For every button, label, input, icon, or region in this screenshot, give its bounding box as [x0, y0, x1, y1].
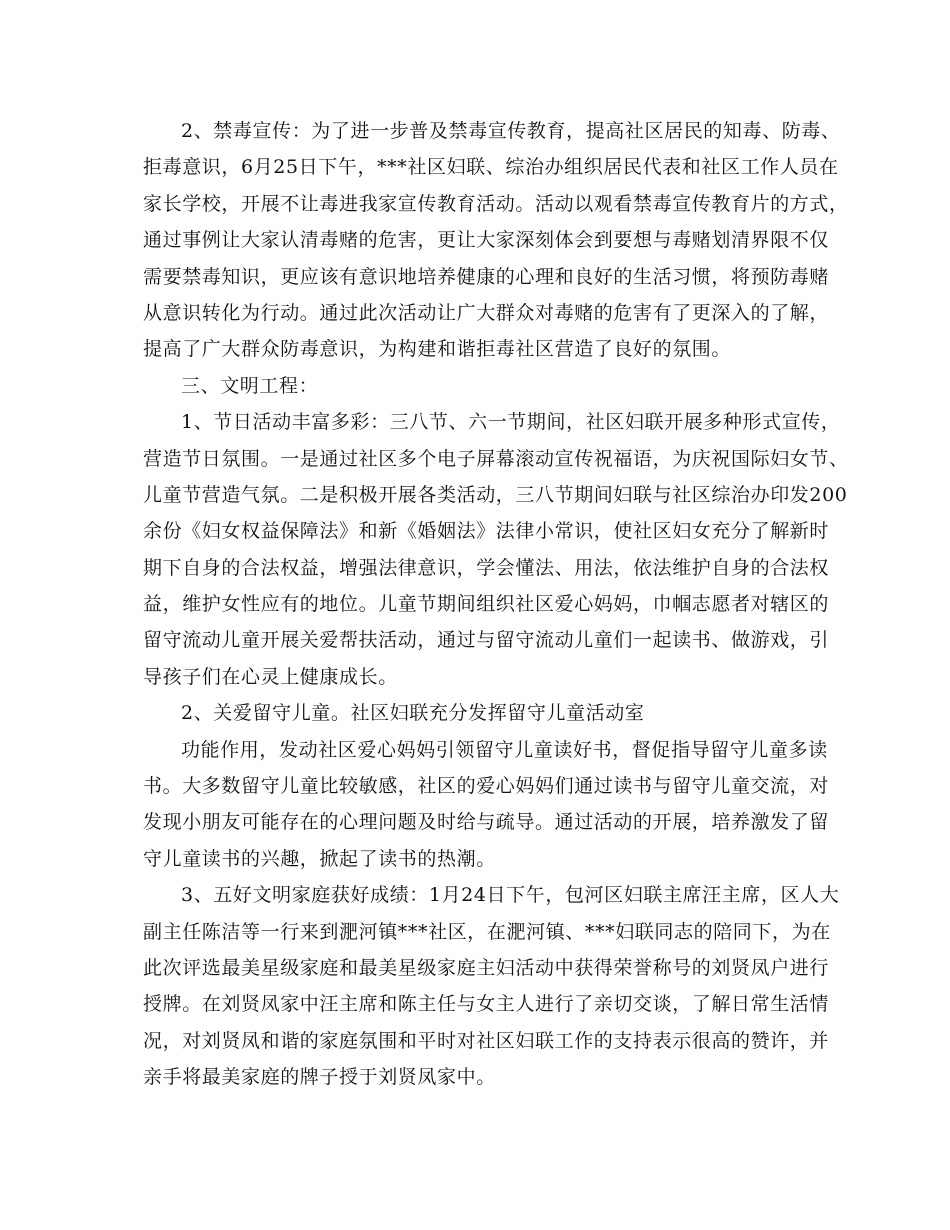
paragraph-line: 守儿童读书的兴趣，掀起了读书的热潮。	[143, 847, 496, 870]
paragraph-line: 提高了广大群众防毒意识，为构建和谐拒毒社区营造了良好的氛围。	[143, 338, 732, 361]
paragraph-line: 导孩子们在心灵上健康成长。	[143, 665, 398, 688]
paragraph-line: 儿童节营造气氛。二是积极开展各类活动，三八节期间妇联与社区综治办印发200	[143, 483, 848, 506]
section-heading: 三、文明工程：	[181, 374, 319, 397]
paragraph-line: 需要禁毒知识，更应该有意识地培养健康的心理和良好的生活习惯，将预防毒赌	[143, 265, 830, 288]
paragraph-line: 亲手将最美家庭的牌子授于刘贤凤家中。	[143, 1066, 496, 1089]
paragraph-line: 留守流动儿童开展关爱帮扶活动，通过与留守流动儿童们一起读书、做游戏，引	[143, 629, 830, 652]
paragraph-line: 营造节日氛围。一是通过社区多个电子屏幕滚动宣传祝福语，为庆祝国际妇女节、	[143, 447, 849, 470]
paragraph-line: 况，对刘贤凤和谐的家庭氛围和平时对社区妇联工作的支持表示很高的赞许，并	[143, 1029, 830, 1052]
paragraph-line: 家长学校，开展不让毒进我家宣传教育活动。活动以观看禁毒宣传教育片的方式，	[143, 192, 849, 215]
paragraph-line: 书。大多数留守儿童比较敏感，社区的爱心妈妈们通过读书与留守儿童交流，对	[143, 775, 830, 798]
paragraph-line: 余份《妇女权益保障法》和新《婚姻法》法律小常识，使社区妇女充分了解新时	[143, 520, 830, 543]
paragraph-line: 拒毒意识，6月25日下午，***社区妇联、综治办组织居民代表和社区工作人员在	[143, 156, 839, 179]
paragraph-line: 通过事例让大家认清毒赌的危害，更让大家深刻体会到要想与毒赌划清界限不仅	[143, 229, 830, 252]
paragraph-line: 期下自身的合法权益，增强法律意识，学会懂法、用法，依法维护自身的合法权	[143, 556, 830, 579]
paragraph-line: 发现小朋友可能存在的心理问题及时给与疏导。通过活动的开展，培养激发了留	[143, 811, 830, 834]
paragraph-line: 益，维护女性应有的地位。儿童节期间组织社区爱心妈妈，巾帼志愿者对辖区的	[143, 593, 830, 616]
paragraph-line: 此次评选最美星级家庭和最美星级家庭主妇活动中获得荣誉称号的刘贤凤户进行	[143, 956, 830, 979]
paragraph-line: 1、节日活动丰富多彩：三八节、六一节期间，社区妇联开展多种形式宣传，	[181, 411, 841, 434]
document-body	[143, 113, 849, 1096]
paragraph-line: 2、关爱留守儿童。社区妇联充分发挥留守儿童活动室	[181, 702, 645, 725]
paragraph-line: 2、禁毒宣传：为了进一步普及禁毒宣传教育，提高社区居民的知毒、防毒、	[181, 120, 841, 142]
paragraph-line: 功能作用，发动社区爱心妈妈引领留守儿童读好书，督促指导留守儿童多读	[181, 738, 828, 761]
paragraph-line: 授牌。在刘贤凤家中汪主席和陈主任与女主人进行了亲切交谈，了解日常生活情	[143, 993, 830, 1016]
paragraph-line: 副主任陈洁等一行来到淝河镇***社区，在淝河镇、***妇联同志的陪同下，为在	[143, 920, 831, 943]
paragraph-line: 从意识转化为行动。通过此次活动让广大群众对毒赌的危害有了更深入的了解，	[143, 301, 830, 324]
paragraph-line: 3、五好文明家庭获好成绩：1月24日下午，包河区妇联主席汪主席，区人大	[181, 884, 840, 907]
